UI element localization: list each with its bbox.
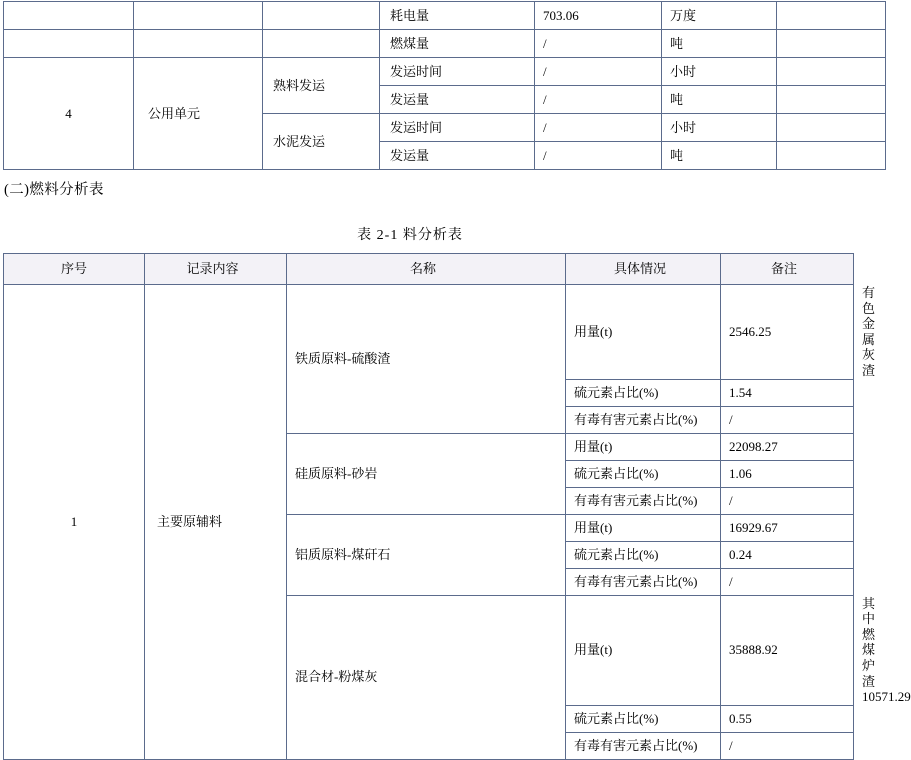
cell-item: 耗电量 xyxy=(380,2,535,30)
table-row: 1 主要原辅料 铁质原料-硫酸渣 用量(t) 2546.25 有色金属灰渣 xyxy=(4,285,854,380)
table-row xyxy=(4,58,886,86)
cell-field-label: 有毒有害元素占比(%) xyxy=(566,406,721,433)
cell-value: / xyxy=(535,86,662,114)
header-remark: 备注 xyxy=(721,254,854,285)
cell-note xyxy=(777,30,886,58)
cell-record-content: 主要原辅料 xyxy=(145,285,287,760)
cell-value: / xyxy=(535,58,662,86)
cell-value: / xyxy=(535,142,662,170)
cell-sequence-number: 1 xyxy=(4,285,145,760)
cell-note xyxy=(777,114,886,142)
cell-sequence-number xyxy=(4,2,134,30)
cell-field-label: 用量(t) xyxy=(566,285,721,380)
header-sequence-number: 序号 xyxy=(4,254,145,285)
cell-detail-value: 22098.27 xyxy=(721,433,854,460)
cell-field-label: 有毒有害元素占比(%) xyxy=(566,732,721,759)
section-heading: (二)燃料分析表 xyxy=(4,182,104,198)
cell-detail-value: 35888.92 xyxy=(721,595,854,705)
cell-item: 发运量 xyxy=(380,86,535,114)
cell-unit-name xyxy=(134,2,263,30)
cell-note xyxy=(777,2,886,30)
cell-field-label: 硫元素占比(%) xyxy=(566,379,721,406)
cell-unit-name: 公用单元 xyxy=(134,58,263,170)
cell-unit: 吨 xyxy=(662,86,777,114)
cell-item: 燃煤量 xyxy=(380,30,535,58)
cell-material-name: 铝质原料-煤矸石 xyxy=(287,514,566,595)
cell-item: 发运时间 xyxy=(380,114,535,142)
cell-item: 发运量 xyxy=(380,142,535,170)
fuel-analysis-table xyxy=(3,253,911,760)
cell-value: / xyxy=(535,30,662,58)
header-name: 名称 xyxy=(287,254,566,285)
cell-detail-value: 16929.67 xyxy=(721,514,854,541)
cell-subcategory: 熟料发运 xyxy=(263,58,380,114)
table-row: 混合材-粉煤灰 用量(t) 35888.92 其中燃煤炉渣 10571.29 xyxy=(4,595,854,705)
cell-detail-value: / xyxy=(721,732,854,759)
cell-detail-value: 1.06 xyxy=(721,460,854,487)
cell-field-label: 用量(t) xyxy=(566,595,721,705)
cell-detail-value: 1.54 xyxy=(721,379,854,406)
cell-sequence-number: 4 xyxy=(4,58,134,170)
cell-material-name: 混合材-粉煤灰 xyxy=(287,595,566,759)
table-header-row xyxy=(4,254,854,285)
cell-material-name: 铁质原料-硫酸渣 xyxy=(287,285,566,434)
cell-note xyxy=(777,86,886,114)
cell-value: / xyxy=(535,114,662,142)
cell-unit: 吨 xyxy=(662,30,777,58)
cell-field-label: 有毒有害元素占比(%) xyxy=(566,568,721,595)
cell-subcategory: 水泥发运 xyxy=(263,114,380,170)
cell-field-label: 硫元素占比(%) xyxy=(566,705,721,732)
table-caption: 表 2-1 料分析表 xyxy=(357,228,463,243)
cell-detail-value: / xyxy=(721,568,854,595)
cell-field-label: 硫元素占比(%) xyxy=(566,541,721,568)
cell-material-name: 硅质原料-砂岩 xyxy=(287,433,566,514)
cell-unit: 万度 xyxy=(662,2,777,30)
cell-detail-value: 0.55 xyxy=(721,705,854,732)
cell-field-label: 用量(t) xyxy=(566,514,721,541)
cell-item: 发运时间 xyxy=(380,58,535,86)
header-record-content: 记录内容 xyxy=(145,254,287,285)
production-record-table xyxy=(3,1,886,170)
cell-detail-value: 2546.25 xyxy=(721,285,854,380)
cell-field-label: 有毒有害元素占比(%) xyxy=(566,487,721,514)
cell-subcategory xyxy=(263,2,380,30)
cell-unit: 小时 xyxy=(662,58,777,86)
cell-note xyxy=(777,142,886,170)
header-detail: 具体情况 xyxy=(566,254,721,285)
table-row xyxy=(4,30,886,58)
cell-field-label: 用量(t) xyxy=(566,433,721,460)
cell-value: 703.06 xyxy=(535,2,662,30)
cell-unit: 小时 xyxy=(662,114,777,142)
cell-subcategory xyxy=(263,30,380,58)
cell-field-label: 硫元素占比(%) xyxy=(566,460,721,487)
cell-unit: 吨 xyxy=(662,142,777,170)
table-row xyxy=(4,2,886,30)
cell-detail-value: / xyxy=(721,487,854,514)
cell-detail-value: / xyxy=(721,406,854,433)
cell-sequence-number xyxy=(4,30,134,58)
cell-unit-name xyxy=(134,30,263,58)
cell-note xyxy=(777,58,886,86)
cell-detail-value: 0.24 xyxy=(721,541,854,568)
